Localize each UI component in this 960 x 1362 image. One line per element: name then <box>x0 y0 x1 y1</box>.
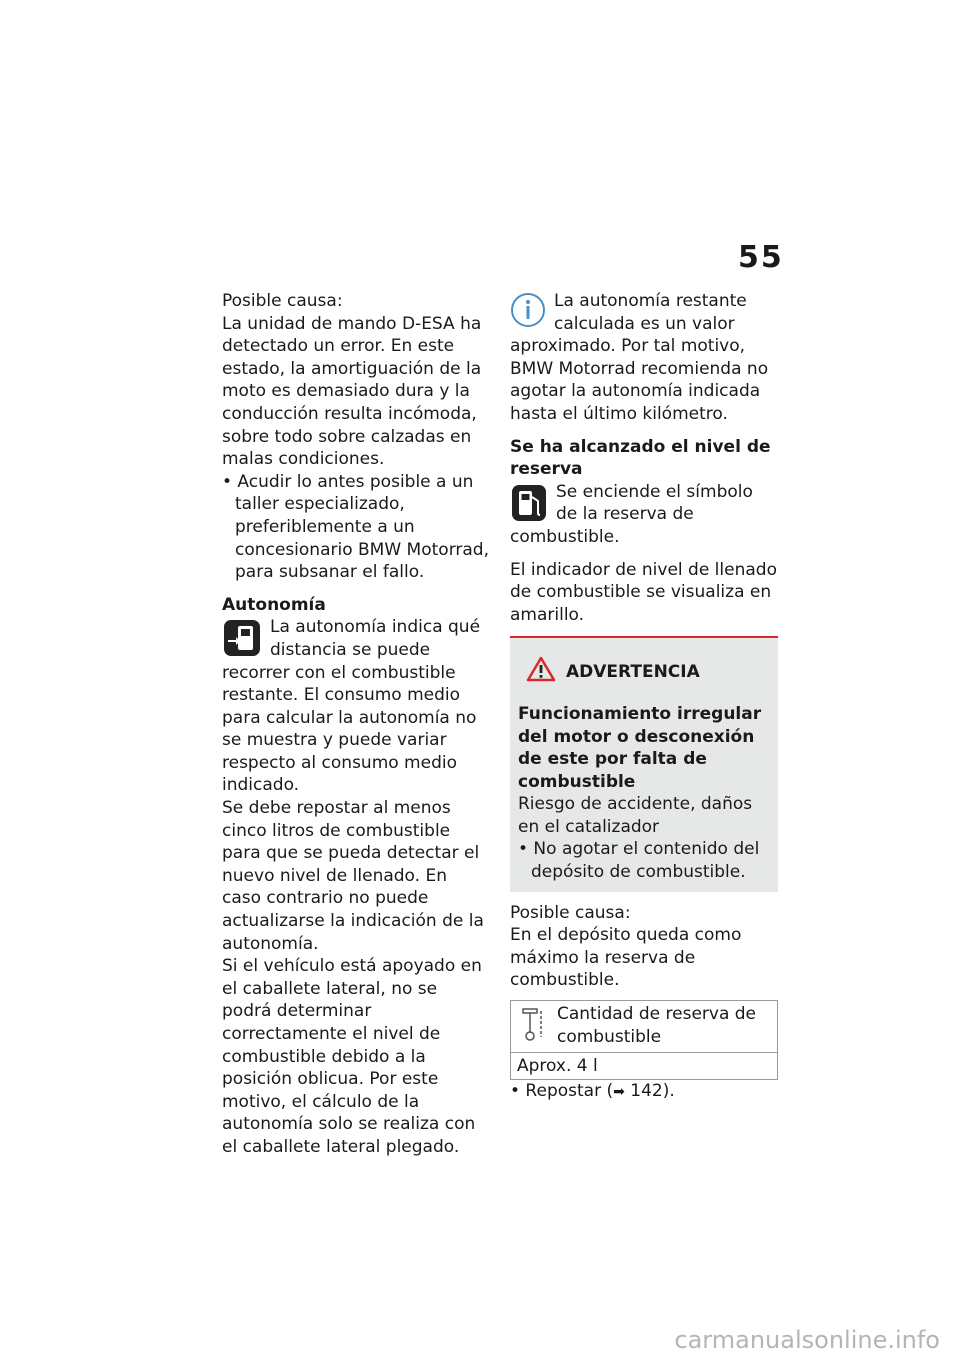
reserve-symbol-text: Se enciende el símbolo de la reserva de combustible. <box>510 481 753 547</box>
warning-triangle-icon <box>526 656 556 689</box>
refuel-bullet: • Repostar (➡ 142). <box>510 1081 675 1102</box>
cause-text-right: En el depósito queda como máximo la reserva de combustible. <box>510 925 742 991</box>
range-text: La autonomía indica qué distancia se puede recorrer con el combustible restante. El consumo medio para calcular la autonomía no se muestra y puede variar respecto al consumo medio indicado. <box>222 617 481 796</box>
sidestand-text: Si el vehículo está apoyado en el caballete lateral, no se podrá determinar correctamente el nivel de combustible debido a la posición oblicua. Por este motivo, el cálculo de la autonomía solo se realiza con el caballete lateral plegado. <box>222 956 482 1157</box>
refuel-text: Se debe repostar al menos cinco litros de combustible para que se pueda detectar el nuevo nivel de llenado. En caso contrario no puede actualizarse la indicación de la autonomía. <box>222 798 484 954</box>
warning-heading: Funcionamiento irregular del motor o desconexión de este por falta de combustible <box>518 703 762 792</box>
page-reference-link[interactable]: 142). <box>630 1081 675 1102</box>
table-value: Aprox. 4 l <box>511 1052 778 1080</box>
info-icon <box>510 292 546 328</box>
warning-bullet: • No agotar el contenido del depósito de combustible. <box>518 839 760 883</box>
page-reference-arrow-icon: ➡ <box>613 1084 625 1101</box>
indicator-text: El indicador de nivel de llenado de combustible se visualiza en amarillo. <box>510 559 777 625</box>
section-heading-range: Autonomía <box>222 594 326 615</box>
warning-title: ADVERTENCIA <box>526 656 770 689</box>
page-number: 55 <box>738 240 784 275</box>
warning-risk: Riesgo de accidente, daños en el catalizador <box>518 794 753 837</box>
fuel-reserve-icon <box>510 483 548 523</box>
right-column <box>510 290 778 1104</box>
cause-label-right: Posible causa: <box>510 902 631 923</box>
reserve-quantity-table <box>510 1000 778 1080</box>
bullet-workshop: • Acudir lo antes posible a un taller especializado, preferiblemente a un concesionario BMW Motorrad, para subsanar el fallo. <box>222 471 489 583</box>
left-column <box>222 290 490 1159</box>
watermark: carmanualsonline.info <box>674 1326 940 1354</box>
cause-label: Posible causa: <box>222 291 343 311</box>
cause-text: La unidad de mando D-ESA ha detectado un error. En este estado, la amortiguación de la moto es demasiado dura y la conducción resulta incómoda, sobre todo sobre calzadas en malas condiciones. <box>222 313 482 470</box>
fuel-gauge-icon <box>517 1003 547 1050</box>
section-heading-reserve: Se ha alcanzado el nivel de reserva <box>510 436 771 480</box>
warning-box <box>510 636 778 891</box>
table-header: Cantidad de reserva de combustible <box>557 1004 757 1047</box>
info-text: La autonomía restante calculada es un valor aproximado. Por tal motivo, BMW Motorrad recomienda no agotar la autonomía indicada hasta el último kilómetro. <box>510 291 769 424</box>
range-icon <box>222 618 262 658</box>
